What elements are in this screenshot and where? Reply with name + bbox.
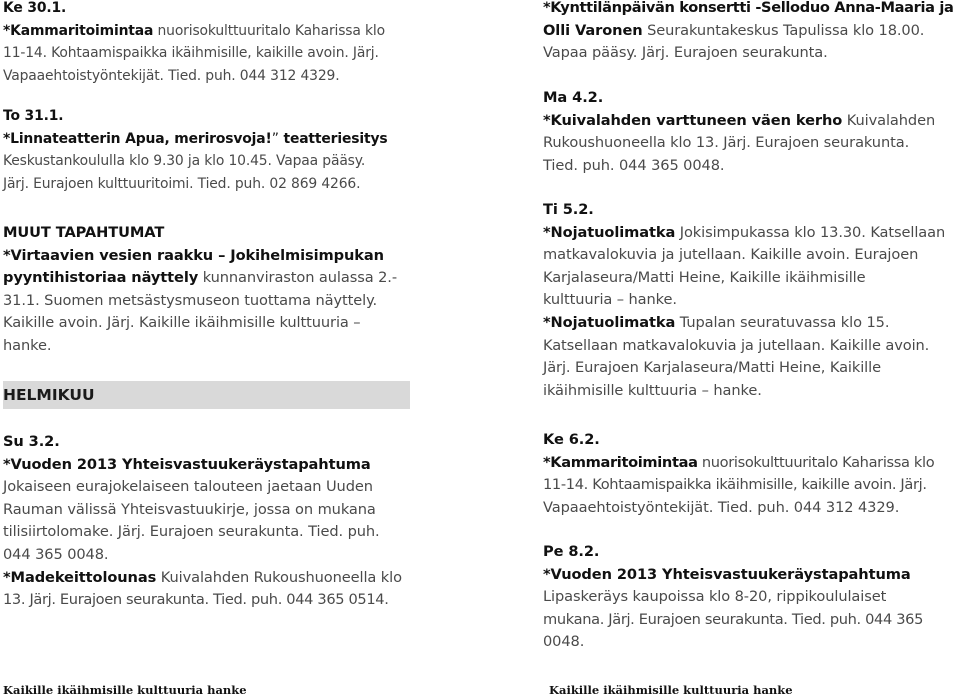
event-line: 044 365 0048. xyxy=(3,545,109,563)
event-line: Kaikille avoin. Järj. Kaikille ikäihmisille kulttuuria – xyxy=(3,314,361,332)
event-line: Jokaiseen eurajokelaiseen talouteen jaetaan Uuden xyxy=(3,478,373,496)
event-line: 31.1. Suomen metsästysmuseon tuottama näyttely. xyxy=(3,291,378,309)
event-date: Ma 4.2. xyxy=(543,89,604,106)
event-date: Ke 30.1. xyxy=(3,0,67,16)
event-line: 0048. xyxy=(543,633,585,651)
event-date: Ke 6.2. xyxy=(543,431,600,448)
event-line: *Nojatuolimatka Tupalan seuratuvassa klo 15. xyxy=(543,313,890,331)
event-line: pyyntihistoriaa näyttely kunnanviraston aulassa 2.- xyxy=(3,269,397,287)
event-line: Vapaaehtoistyöntekijät. Tied. puh. 044 312 4329. xyxy=(543,498,900,516)
event-line: *Madekeittolounas Kuivalahden Rukoushuoneella klo xyxy=(3,568,402,586)
event-line: 11-14. Kohtaamispaikka ikäihmisille, kaikille avoin. Järj. xyxy=(543,476,927,494)
event-date: Su 3.2. xyxy=(3,433,60,450)
event-su-3-2 xyxy=(3,431,423,612)
event-line: *Vuoden 2013 Yhteisvastuukeräystapahtuma xyxy=(3,455,371,473)
event-line: Keskustankoululla klo 9.30 ja klo 10.45. Vapaa pääsy. xyxy=(3,153,366,170)
event-line: 11-14. Kohtaamispaikka ikäihmisille, kaikille avoin. Järj. xyxy=(3,45,379,62)
event-line: Lipaskeräys kaupoissa klo 8-20, rippikoululaiset xyxy=(543,588,887,606)
event-concert xyxy=(543,0,959,65)
event-line: *Nojatuolimatka Jokisimpukassa klo 13.30. Katsellaan xyxy=(543,223,946,241)
event-line: Järj. Eurajoen Karjalaseura/Matti Heine, Kaikille xyxy=(543,359,881,377)
event-ke-6-2 xyxy=(543,429,959,519)
event-line: Järj. Eurajoen kulttuuritoimi. Tied. puh. 02 869 4266. xyxy=(3,175,361,192)
event-line: mukana. Järj. Eurajoen seurakunta. Tied. puh. 044 365 xyxy=(543,610,924,628)
page-footer: Kaikille ikäihmisille kulttuuria hanke xyxy=(3,683,247,697)
event-line: tilisiirtolomake. Järj. Eurajoen seurakunta. Tied. puh. xyxy=(3,523,380,541)
event-line: Tied. puh. 044 365 0048. xyxy=(543,156,725,174)
event-line: hanke. xyxy=(3,336,52,354)
event-line: *Kuivalahden varttuneen väen kerho Kuivalahden xyxy=(543,111,936,129)
event-line: kulttuuria – hanke. xyxy=(543,291,677,309)
section-heading: MUUT TAPAHTUMAT xyxy=(3,224,165,241)
event-line: Vapaa pääsy. Järj. Eurajoen seurakunta. xyxy=(543,44,828,62)
event-line: Olli Varonen Seurakuntakeskus Tapulissa klo 18.00. xyxy=(543,21,925,39)
event-line: Rauman välissä Yhteisvastuukirje, jossa on mukana xyxy=(3,500,376,518)
event-line: 13. Järj. Eurajoen seurakunta. Tied. puh. 044 365 0514. xyxy=(3,591,389,609)
other-events-section xyxy=(3,222,423,358)
page-footer: Kaikille ikäihmisille kulttuuria hanke xyxy=(549,683,793,697)
event-line: *Kammaritoimintaa nuorisokulttuuritalo Kaharissa klo xyxy=(3,22,385,39)
event-line: *Kynttilänpäivän konsertti -Selloduo Anna-Maaria ja xyxy=(543,0,954,16)
event-date: Pe 8.2. xyxy=(543,543,600,560)
event-date: Ti 5.2. xyxy=(543,201,594,218)
event-line: Karjalaseura/Matti Heine, Kaikille ikäihmisille xyxy=(543,268,866,286)
event-line: Vapaaehtoistyöntekijät. Tied. puh. 044 312 4329. xyxy=(3,67,340,84)
month-heading: HELMIKUU xyxy=(3,386,95,404)
event-line: *Linnateatterin Apua, merirosvoja!” teatteriesitys xyxy=(3,130,388,147)
event-to-31-1 xyxy=(3,105,423,195)
month-heading-bar xyxy=(3,381,410,409)
event-line: matkavalokuvia ja jutellaan. Kaikille avoin. Eurajoen xyxy=(543,246,919,264)
event-line: Katsellaan matkavalokuvia ja jutellaan. Kaikille avoin. xyxy=(543,336,930,354)
event-line: *Virtaavien vesien raakku – Jokihelmisimpukan xyxy=(3,246,384,264)
event-ke-30-1 xyxy=(3,0,423,87)
event-line: Rukoushuoneella klo 13. Järj. Eurajoen seurakunta. xyxy=(543,134,910,152)
event-ti-5-2 xyxy=(543,199,959,402)
event-ma-4-2 xyxy=(543,87,959,177)
event-date: To 31.1. xyxy=(3,108,64,124)
event-line: ikäihmisille kulttuuria – hanke. xyxy=(543,381,762,399)
event-line: *Kammaritoimintaa nuorisokulttuuritalo Kaharissa klo xyxy=(543,453,935,471)
event-pe-8-2 xyxy=(543,541,959,654)
event-line: *Vuoden 2013 Yhteisvastuukeräystapahtuma xyxy=(543,565,911,583)
